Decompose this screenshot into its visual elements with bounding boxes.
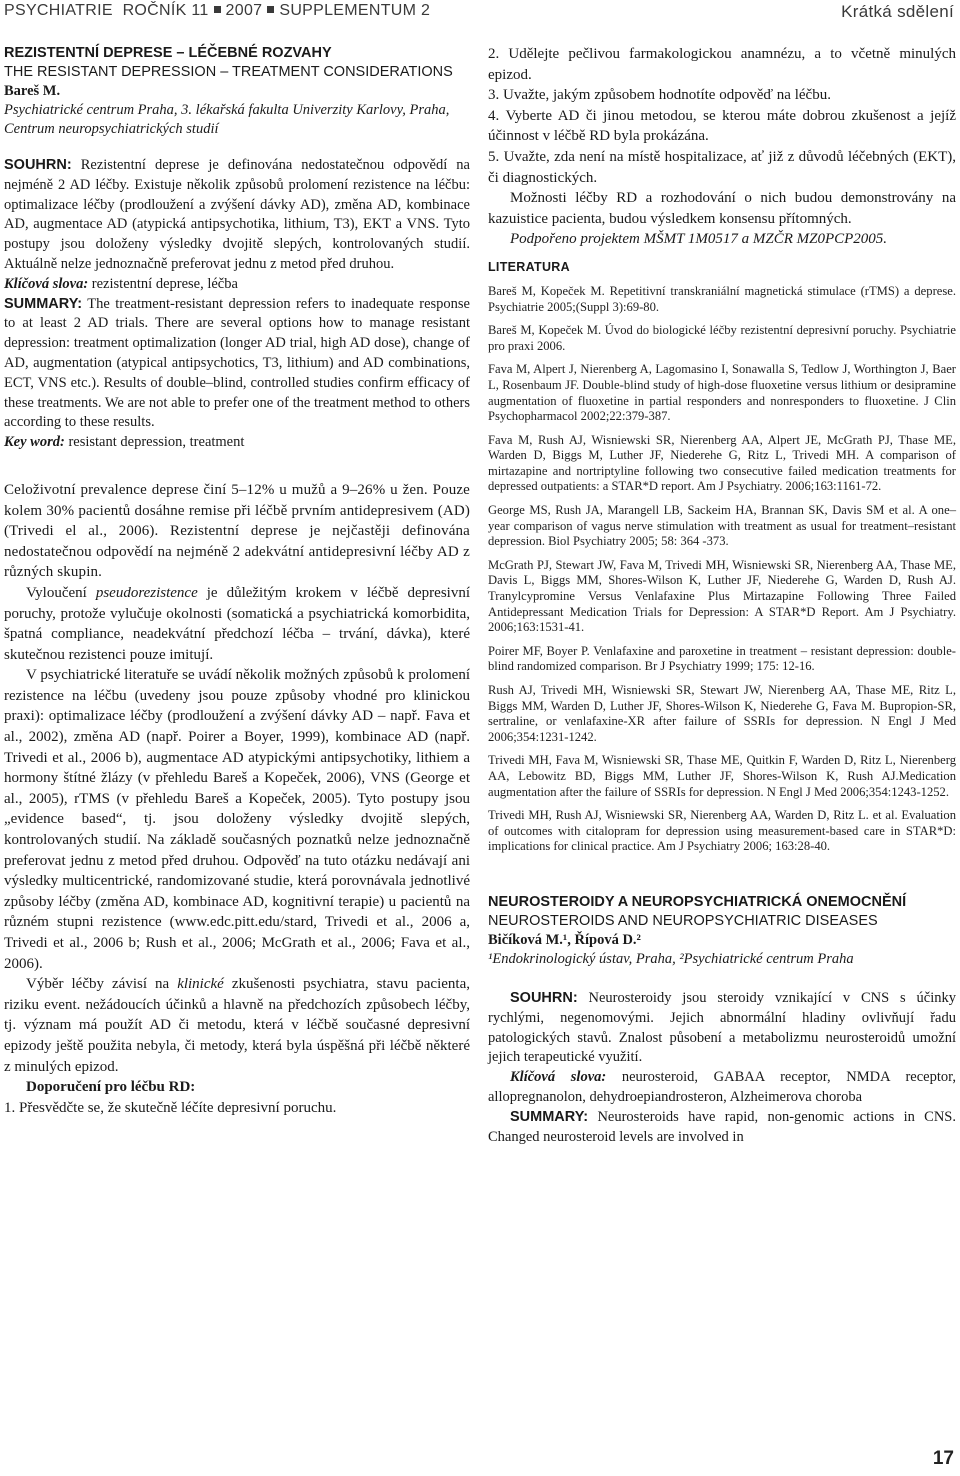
keywords-text: rezistentní deprese, léčba	[91, 275, 238, 292]
keyword-text: resistant depression, treatment	[68, 434, 245, 451]
article1-affiliation: Psychiatrické centrum Praha, 3. lékařská fakulta Univerzity Karlovy, Praha, Centrum neuropsychiatrických studií	[4, 102, 450, 137]
summary-label: SUMMARY:	[510, 1108, 589, 1125]
header-journal: PSYCHIATRIE	[4, 2, 113, 19]
reference-item: Bareš M, Kopeček M. Repetitivní transkraniální magnetická stimulace (rTMS) a deprese. Psychiatrie 2005;(Suppl 3):69-80.	[488, 283, 956, 314]
summary-text: Neurosteroids have rapid, non-genomic actions in CNS. Changed neurosteroid levels are involved in	[488, 1108, 957, 1145]
article1-summary	[4, 295, 470, 434]
keywords-label: Klíčová slova:	[4, 275, 89, 292]
recommendation-3: 3. Uvažte, jakým způsobem hodnotíte odpověď na léčbu.	[488, 87, 831, 104]
support-note: Podpořeno projektem MŠMT 1M0517 a MZČR MZ0PCP2005.	[510, 231, 888, 248]
recommendation-5: 5. Uvažte, zda není na místě hospitalizace, ať již z důvodů léčebných (EKT), či diagnostických.	[488, 148, 956, 186]
references-section	[488, 260, 956, 855]
article2-summary	[488, 1108, 956, 1148]
article2-keywords	[488, 1068, 956, 1108]
running-header	[0, 0, 960, 26]
article1-title-en: THE RESISTANT DEPRESSION – TREATMENT CONSIDERATIONS	[4, 64, 453, 80]
recommendations-list	[488, 44, 956, 188]
keywords-label: Klíčová slova:	[510, 1069, 607, 1086]
article1-souhrn	[4, 156, 470, 275]
souhrn-text: Neurosteroidy jsou steroidy vznikající v CNS s účinky rychlými, negenomovými. Jejich abnormální hladiny ovlivňují řadu patologických stavů. Znalost působení a metabolizmu neurosteroidů umožní jejich terapeutické využití.	[488, 989, 956, 1066]
header-volume: ROČNÍK 11	[122, 2, 209, 19]
square-bullet-icon	[267, 6, 274, 13]
header-section: Krátká sdělení	[841, 2, 954, 21]
article2-affiliation: ¹Endokrinologický ústav, Praha, ²Psychiatrické centrum Praha	[488, 950, 854, 967]
conclusion-paragraph: Možnosti léčby RD a rozhodování o nich budou demonstrovány na kazuistice pacienta, budou výsledkem konsensu přítomných.	[488, 190, 956, 227]
reference-item: Poirer MF, Boyer P. Venlafaxine and paroxetine in treatment – resistant depression: double-blind randomized comparison. Br J Psychiatry 1999; 175: 12-16.	[488, 643, 956, 674]
body-paragraph-4: Výběr léčby závisí na klinické zkušenosti psychiatra, stavu pacienta, riziku event. nežádoucích účinků a hlavně na předchozích způsobech léčby, tj. význam má použít AD či metodu, která v léčbě současné depresivní epizody ještě použita nebyla, či metody, která byla úspěšná při léčbě některé z minulých epizod.	[4, 976, 470, 1075]
references-heading: LITERATURA	[488, 259, 570, 274]
souhrn-label: SOUHRN:	[510, 989, 578, 1006]
souhrn-label: SOUHRN:	[4, 157, 72, 173]
body-paragraph-3: V psychiatrické literatuře se uvádí několik možných způsobů k prolomení rezistence na léčbu (uvedeny jsou pouze způsoby vhodné pro klinickou praxi): optimalizace léčby (prodloužení a zvýšení dávky AD – např. Fava et al., 2002), změna AD (např. Poirer a Boyer, 1999), kombinace AD (např. Trivedi et al., 2006 b), augmentace AD atypickými antipsychotiky, lithiem a hormony štítné žlázy (v přehledu Bareš a Kopeček, 2006), VNS (George et al., 2005), rTMS (v přehledu Bareš a Kopeček, 2005). Tyto postupy jsou „evidence based“, tj. jsou doloženy výsledky dvojitě slepých, kontrolovaných studií. Na základě současných poznatků nelze jednoznačně preferovat jednu z metod před druhou. Odpověď na tuto otázku nedávají ani výsledky multicentrické, randomizované studie, která porovnávala jednotlivé způsoby léčby (změna AD, kombinace AD, kognitivní terapie) u pacientů na různém stupni rezistence (www.edc.pitt.edu/stard, Trivedi et al., 2006 a, Trivedi et al., 2006 b; Rush et al., 2006; McGrath et al., 2006; Fava et al., 2006).	[4, 667, 470, 972]
recommendation-1: 1. Přesvědčte se, že skutečně léčíte depresivní poruchu.	[4, 1099, 337, 1116]
keyword-label: Key word:	[4, 434, 65, 451]
article1-keywords-en	[4, 433, 470, 453]
left-column	[4, 44, 470, 1118]
reference-item: Bareš M, Kopeček M. Úvod do biologické léčby rezistentní depresivní poruchy. Psychiatrie pro praxi 2006.	[488, 323, 956, 353]
reference-item: Trivedi MH, Rush AJ, Wisniewski SR, Nierenberg AA, Warden D, Ritz L. et al. Evaluation of outcomes with citalopram for depression using measurement-based care in STAR*D: implications for clinical practice. Am J Psychiatry 2006; 163:28-40.	[488, 808, 956, 854]
reference-item: Fava M, Rush AJ, Wisniewski SR, Nierenberg AA, Alpert JE, McGrath PJ, Thase ME, Warden D, Biggs M, Luther JF, Niederehe G, Ritz L, Trivedi MH. A comparison of mirtazapine and nortriptyline following two consecutive failed medication treatments for depressed outpatients: a STAR*D report. Am J Psychiatry. 2006;163:1161-72.	[488, 432, 956, 494]
header-journal-info	[4, 2, 430, 20]
recommendation-4: 4. Vyberte AD či jinou metodou, se kterou máte dobrou zkušenost a jejíž účinnost v léčbě RD byla prokázána.	[488, 107, 956, 145]
reference-item: Fava M, Alpert J, Nierenberg A, Lagomasino I, Sonawalla S, Tedlow J, Worthington J, Baer L, Rosenbaum JF. Double-blind study of high-dose fluoxetine versus lithium or desipramine augmentation of fluoxetine in partial responders and nonresponders to fluoxetine. J Clin Psychopharmacol 2002;22:379-387.	[488, 362, 956, 424]
summary-label: SUMMARY:	[4, 295, 83, 312]
summary-text: The treatment-resistant depression refers to inadequate response to at least 2 AD trials. There are several options how to manage resistant depression: treatment optimalization (longer AD trial, high AD dose), change of AD, augmentation (atypical antipsychotics, T3, lithium) and AD combinations, ECT, VNS etc.). Results of double–blind, controlled studies confirm efficacy of these treatments. We are not able to prefer one of the treatment method to others according to these results.	[4, 295, 470, 431]
reference-item: George MS, Rush JA, Marangell LB, Sackeim HA, Brannan SK, Davis SM et al. A one–year comparison of vagus nerve stimulation with treatment as usual for treatment–resistant depression. Biol Psychiatry 2005; 58: 364 -373.	[488, 503, 956, 549]
body-paragraph-1: Celoživotní prevalence deprese činí 5–12% u mužů a 9–26% u žen. Pouze kolem 30% pacientů dosáhne remise při léčbě prvním antidepresivem (AD) (Trivedi el al., 2006). Rezistentní deprese je nejčastěji definována nedostatečnou odpovědí na nejméně 2 adekvátní antidepresivní léčby AD z různých skupin.	[4, 481, 470, 581]
article2-title-cz: NEUROSTEROIDY A NEUROPSYCHIATRICKÁ ONEMOCNĚNÍ	[488, 893, 907, 910]
article2	[488, 893, 956, 1147]
article1-title-cz: REZISTENTNÍ DEPRESE – LÉČEBNÉ ROZVAHY	[4, 45, 332, 61]
body-paragraph-2: Vyloučení pseudorezistence je důležitým krokem v léčbě depresivní poruchy, protože vylučuje okolnosti (somatická a psychiatrická komorbidita, špatná compliance, neadekvátní předchozí léčba – trvání, dávka), které skutečnou rezistenci pouze imitují.	[4, 584, 470, 663]
article2-title-en: NEUROSTEROIDS AND NEUROPSYCHIATRIC DISEASES	[488, 912, 878, 929]
square-bullet-icon	[214, 6, 221, 13]
reference-item: Trivedi MH, Fava M, Wisniewski SR, Thase ME, Quitkin F, Warden D, Ritz L, Nierenberg AA, Lebowitz BD, Biggs MM, Luther JF, Shores-Wilson K, Rush AJ.Medication augmentation after the failure of SSRIs for depression. N Engl J Med 2006;354:1243-1252.	[488, 753, 956, 799]
page-number: 17	[932, 1448, 954, 1469]
article2-authors: Bičíková M.¹, Řípová D.²	[488, 931, 641, 948]
header-supplement: SUPPLEMENTUM 2	[279, 2, 431, 19]
recommendations-heading: Doporučení pro léčbu RD:	[26, 1079, 196, 1096]
reference-item: Rush AJ, Trivedi MH, Wisniewski SR, Stewart JW, Nierenberg AA, Thase ME, Ritz L, Biggs MM, Warden D, Luther JF, Shores-Wilson K, Niederehe G, Fava M. Bupropion-SR, sertraline, or venlafaxine-XR after failure of SSRIs for depression. N Engl J Med 2006;354:1231-1242.	[488, 683, 956, 744]
souhrn-text: Rezistentní deprese je definována nedostatečnou odpovědí na nejméně 2 AD léčby. Existuje několik způsobů prolomení rezistence na léčbu: optimalizace léčby (prodloužení a zvýšení dávky AD), změna AD, kombinace AD, augmentace AD (atypická antipsychotika, lithium, T3), EKT a VNS. Tyto postupy jsou doloženy výsledky dvojitě slepých, kontrolovaných studií. Aktuálně nelze jednoznačně preferovat jednu z metod před druhou.	[4, 157, 470, 272]
recommendation-2: 2. Udělejte pečlivou farmakologickou anamnézu, a to včetně minulých epizod.	[488, 46, 956, 83]
article1-author: Bareš M.	[4, 83, 61, 99]
keywords-text: neurosteroid, GABAA receptor, NMDA receptor, allopregnanolon, dehydroepiandrosteron, Alzheimerova choroba	[488, 1069, 956, 1105]
article1-keywords-cz	[4, 275, 470, 295]
header-year: 2007	[225, 2, 263, 19]
right-column	[488, 44, 956, 1147]
article2-souhrn	[488, 989, 956, 1068]
reference-item: McGrath PJ, Stewart JW, Fava M, Trivedi MH, Wisniewski SR, Nierenberg AA, Thase ME, Davis L, Biggs MM, Shores-Wilson K, Luther JF, Niederehe G, Warden D, Rush AJ. Tranylcypromine Versus Venlafaxine Plus Mirtazapine Following Three Failed Antidepressant Medication Trials for Depression: A STAR*D Report. Am J Psychiatry. 2006;163:1531-41.	[488, 557, 956, 635]
